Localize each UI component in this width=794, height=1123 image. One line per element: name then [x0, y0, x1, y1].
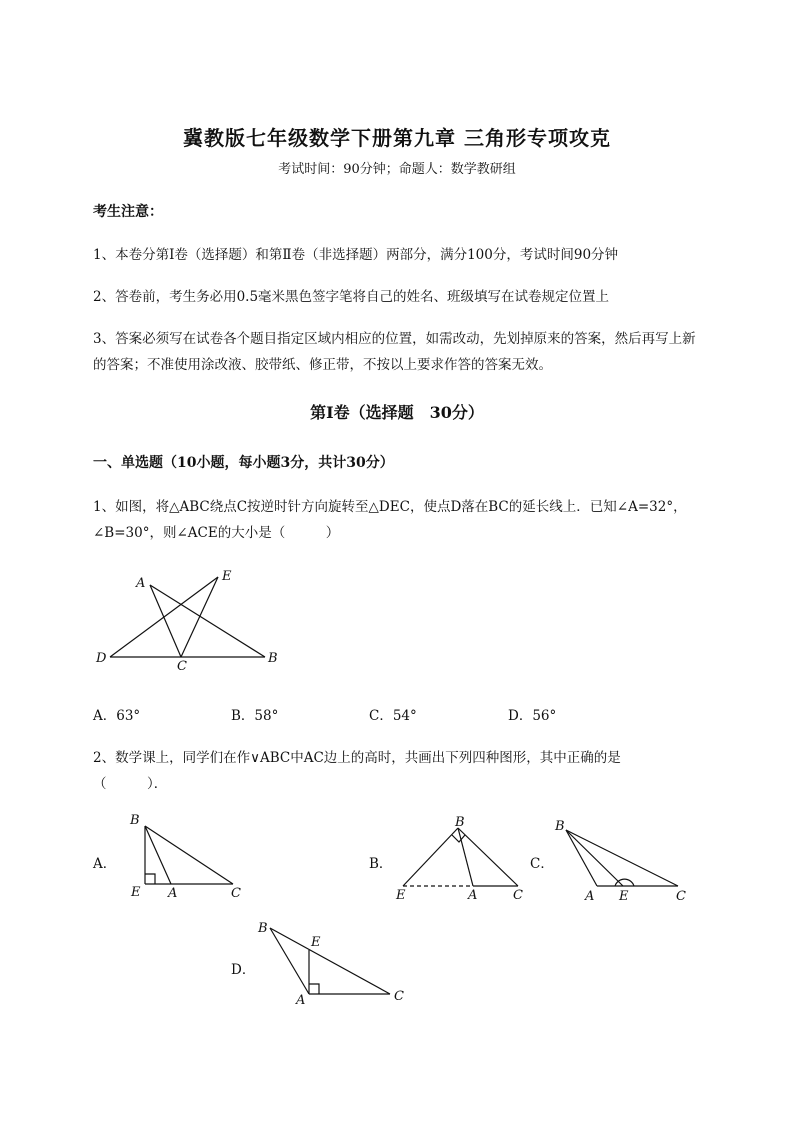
q2c-label-A: A [585, 889, 595, 904]
q1-label-D: D [96, 651, 107, 666]
q2d-label-A: A [296, 993, 306, 1008]
q1-option-a[interactable]: A．63° [93, 708, 141, 724]
q2d-label-B: B [258, 921, 268, 936]
notes-heading: 考生注意： [93, 204, 163, 220]
section-subtitle: 一、单选题（10小题，每小题3分，共计30分） [93, 455, 394, 471]
q2a-label-B: B [130, 813, 140, 828]
q1-label-B: B [268, 651, 278, 666]
q2c-label-B: B [555, 819, 565, 834]
q2a-label-C: C [231, 886, 241, 901]
q2a-label-A: A [168, 886, 178, 901]
q2-option-b[interactable]: B． [369, 856, 393, 872]
q1-label-A: A [136, 576, 146, 591]
q1-text-line1: 1、如图，将△ABC绕点C按逆时针方向旋转至△DEC，使点D落在BC的延长线上．已知∠A=32°， [93, 499, 687, 515]
q2-text-line1: 2、数学课上，同学们在作∨ABC中AC边上的高时，共画出下列四种图形，其中正确的是 [93, 750, 621, 766]
q2-option-a[interactable]: A． [93, 856, 117, 872]
note-item-3-cont: 的答案；不准使用涂改液、胶带纸、修正带，不按以上要求作答的答案无效。 [93, 357, 552, 373]
q1-option-b[interactable]: B．58° [231, 708, 279, 724]
q2-text-line2: （ ）． [93, 776, 168, 792]
q2b-label-A: A [468, 888, 478, 903]
q1-option-c[interactable]: C．54° [369, 708, 417, 724]
q1-option-d[interactable]: D．56° [508, 708, 557, 724]
page-title: 冀教版七年级数学下册第九章 三角形专项攻克 [183, 126, 611, 150]
q1-text-line2: ∠B=30°，则∠ACE的大小是（ ） [93, 525, 340, 541]
q2d-label-C: C [394, 989, 404, 1004]
q2-option-c[interactable]: C． [530, 856, 554, 872]
q2a-label-E: E [131, 885, 141, 900]
q2b-label-C: C [513, 888, 523, 903]
q1-label-C: C [177, 659, 187, 674]
section-title: 第I卷（选择题 30分） [310, 403, 484, 422]
note-item-3: 3、答案必须写在试卷各个题目指定区域内相应的位置，如需改动，先划掉原来的答案，然后再写上新 [93, 331, 696, 347]
q2b-label-E: E [396, 888, 406, 903]
q2-option-d[interactable]: D． [231, 962, 256, 978]
q2d-label-E: E [311, 935, 321, 950]
q2b-label-B: B [455, 815, 465, 830]
exam-info: 考试时间：90分钟；命题人：数学教研组 [278, 162, 516, 177]
q2c-label-C: C [676, 889, 686, 904]
note-item-1: 1、本卷分第I卷（选择题）和第Ⅱ卷（非选择题）两部分，满分100分，考试时间90分钟 [93, 247, 619, 263]
q1-label-E: E [222, 569, 232, 584]
q2c-label-E: E [619, 889, 629, 904]
note-item-2: 2、答卷前，考生务必用0.5毫米黑色签字笔将自己的姓名、班级填写在试卷规定位置上 [93, 289, 610, 305]
